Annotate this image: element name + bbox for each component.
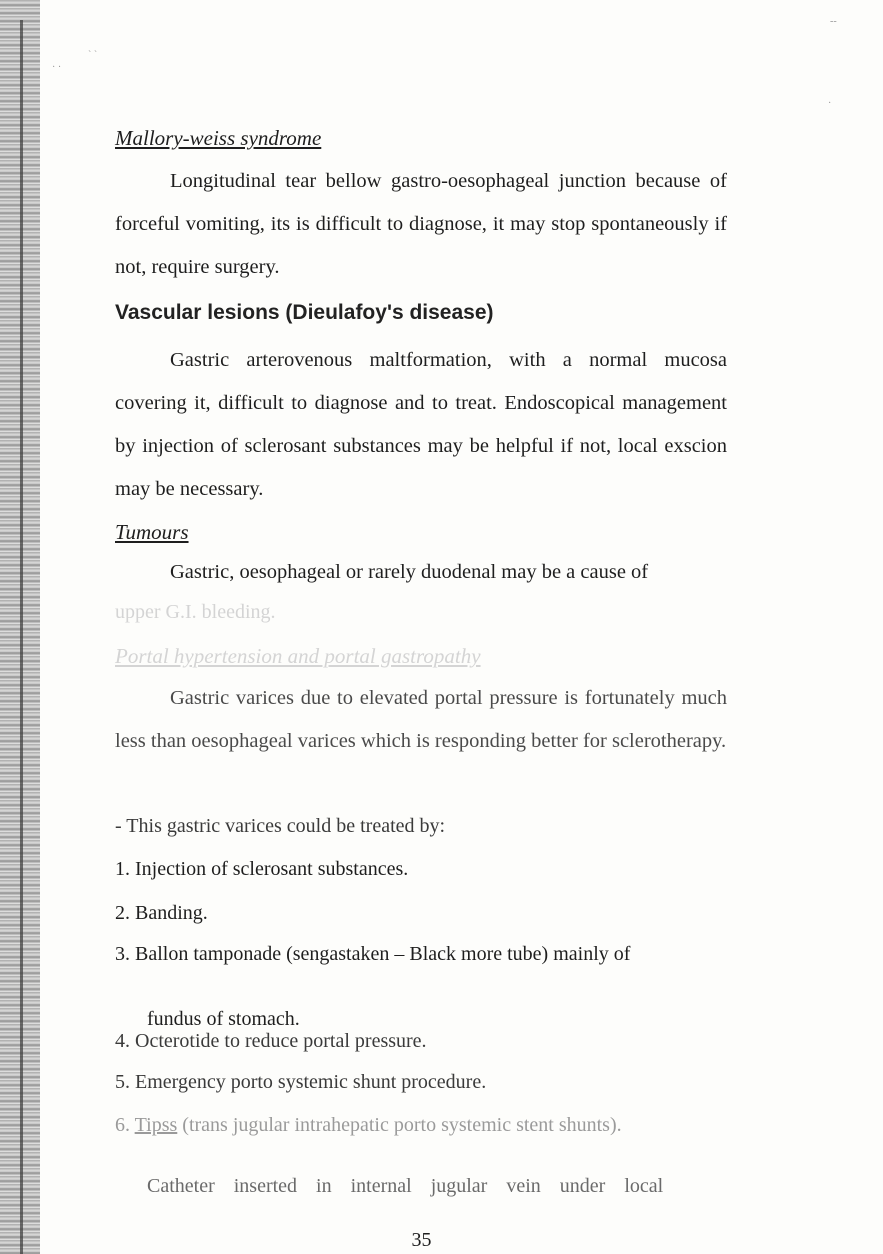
- list-item: [115, 940, 727, 968]
- page-number: 35: [411, 1229, 432, 1251]
- list-item-text: Injection of sclerosant substances.: [135, 858, 409, 880]
- list-item-text: (trans jugular intrahepatic porto systemic stent shunts).: [177, 1114, 622, 1136]
- list-item-tipss: [115, 1111, 727, 1139]
- list-item-number: 5.: [115, 1071, 130, 1093]
- scan-speck: --: [830, 16, 837, 27]
- paragraph-mallory-weiss: Longitudinal tear bellow gastro-oesophageal junction because of forceful vomiting, its is difficult to diagnose, it may stop spontaneously if not, require surgery.: [115, 170, 727, 278]
- list-item-number: 2.: [115, 902, 130, 924]
- list-item-text: Banding.: [135, 902, 208, 924]
- heading-tumours: Tumours: [115, 520, 189, 544]
- list-item-number: 4.: [115, 1030, 130, 1052]
- scan-speck: ` `: [88, 50, 98, 61]
- varices-treatment-intro: - This gastric varices could be treated by:: [115, 815, 446, 837]
- list-item-number: 3.: [115, 943, 130, 965]
- scan-speck: ·: [828, 98, 832, 109]
- list-item: [115, 1068, 727, 1096]
- list-item-text: Ballon tamponade (sengastaken – Black more tube) mainly of: [135, 943, 631, 965]
- list-item-continuation: Catheter inserted in internal jugular vein under local: [147, 1175, 664, 1197]
- paragraph-tumours-line1: Gastric, oesophageal or rarely duodenal may be a cause of: [170, 561, 649, 583]
- list-item: [115, 899, 727, 927]
- paragraph-vascular-lesions: Gastric arterovenous maltformation, with a normal mucosa covering it, difficult to diagnose and to treat. Endoscopical management by injection of sclerosant substances may be helpful if not, local exscion may be necessary.: [115, 349, 727, 500]
- list-item-text: Emergency porto systemic shunt procedure.: [135, 1071, 487, 1093]
- paragraph-tumours-line2: upper G.I. bleeding.: [115, 601, 276, 623]
- list-item: [115, 1027, 727, 1055]
- list-item-continuation: fundus of stomach.: [147, 1008, 300, 1030]
- list-item-number: 1.: [115, 858, 130, 880]
- list-item-number: 6.: [115, 1114, 130, 1136]
- tipss-abbreviation: Tipss: [134, 1114, 178, 1136]
- scan-speck: · ·: [52, 62, 62, 73]
- heading-mallory-weiss: Mallory-weiss syndrome: [115, 126, 322, 150]
- paragraph-gastric-varices: Gastric varices due to elevated portal pressure is fortunately much less than oesophageal varices which is responding better for sclerotherapy.: [115, 687, 727, 752]
- list-item: [115, 855, 727, 883]
- heading-portal-hypertension: Portal hypertension and portal gastropathy: [115, 644, 481, 668]
- list-item-text: Octerotide to reduce portal pressure.: [135, 1030, 427, 1052]
- heading-vascular-lesions: Vascular lesions (Dieulafoy's disease): [115, 301, 494, 324]
